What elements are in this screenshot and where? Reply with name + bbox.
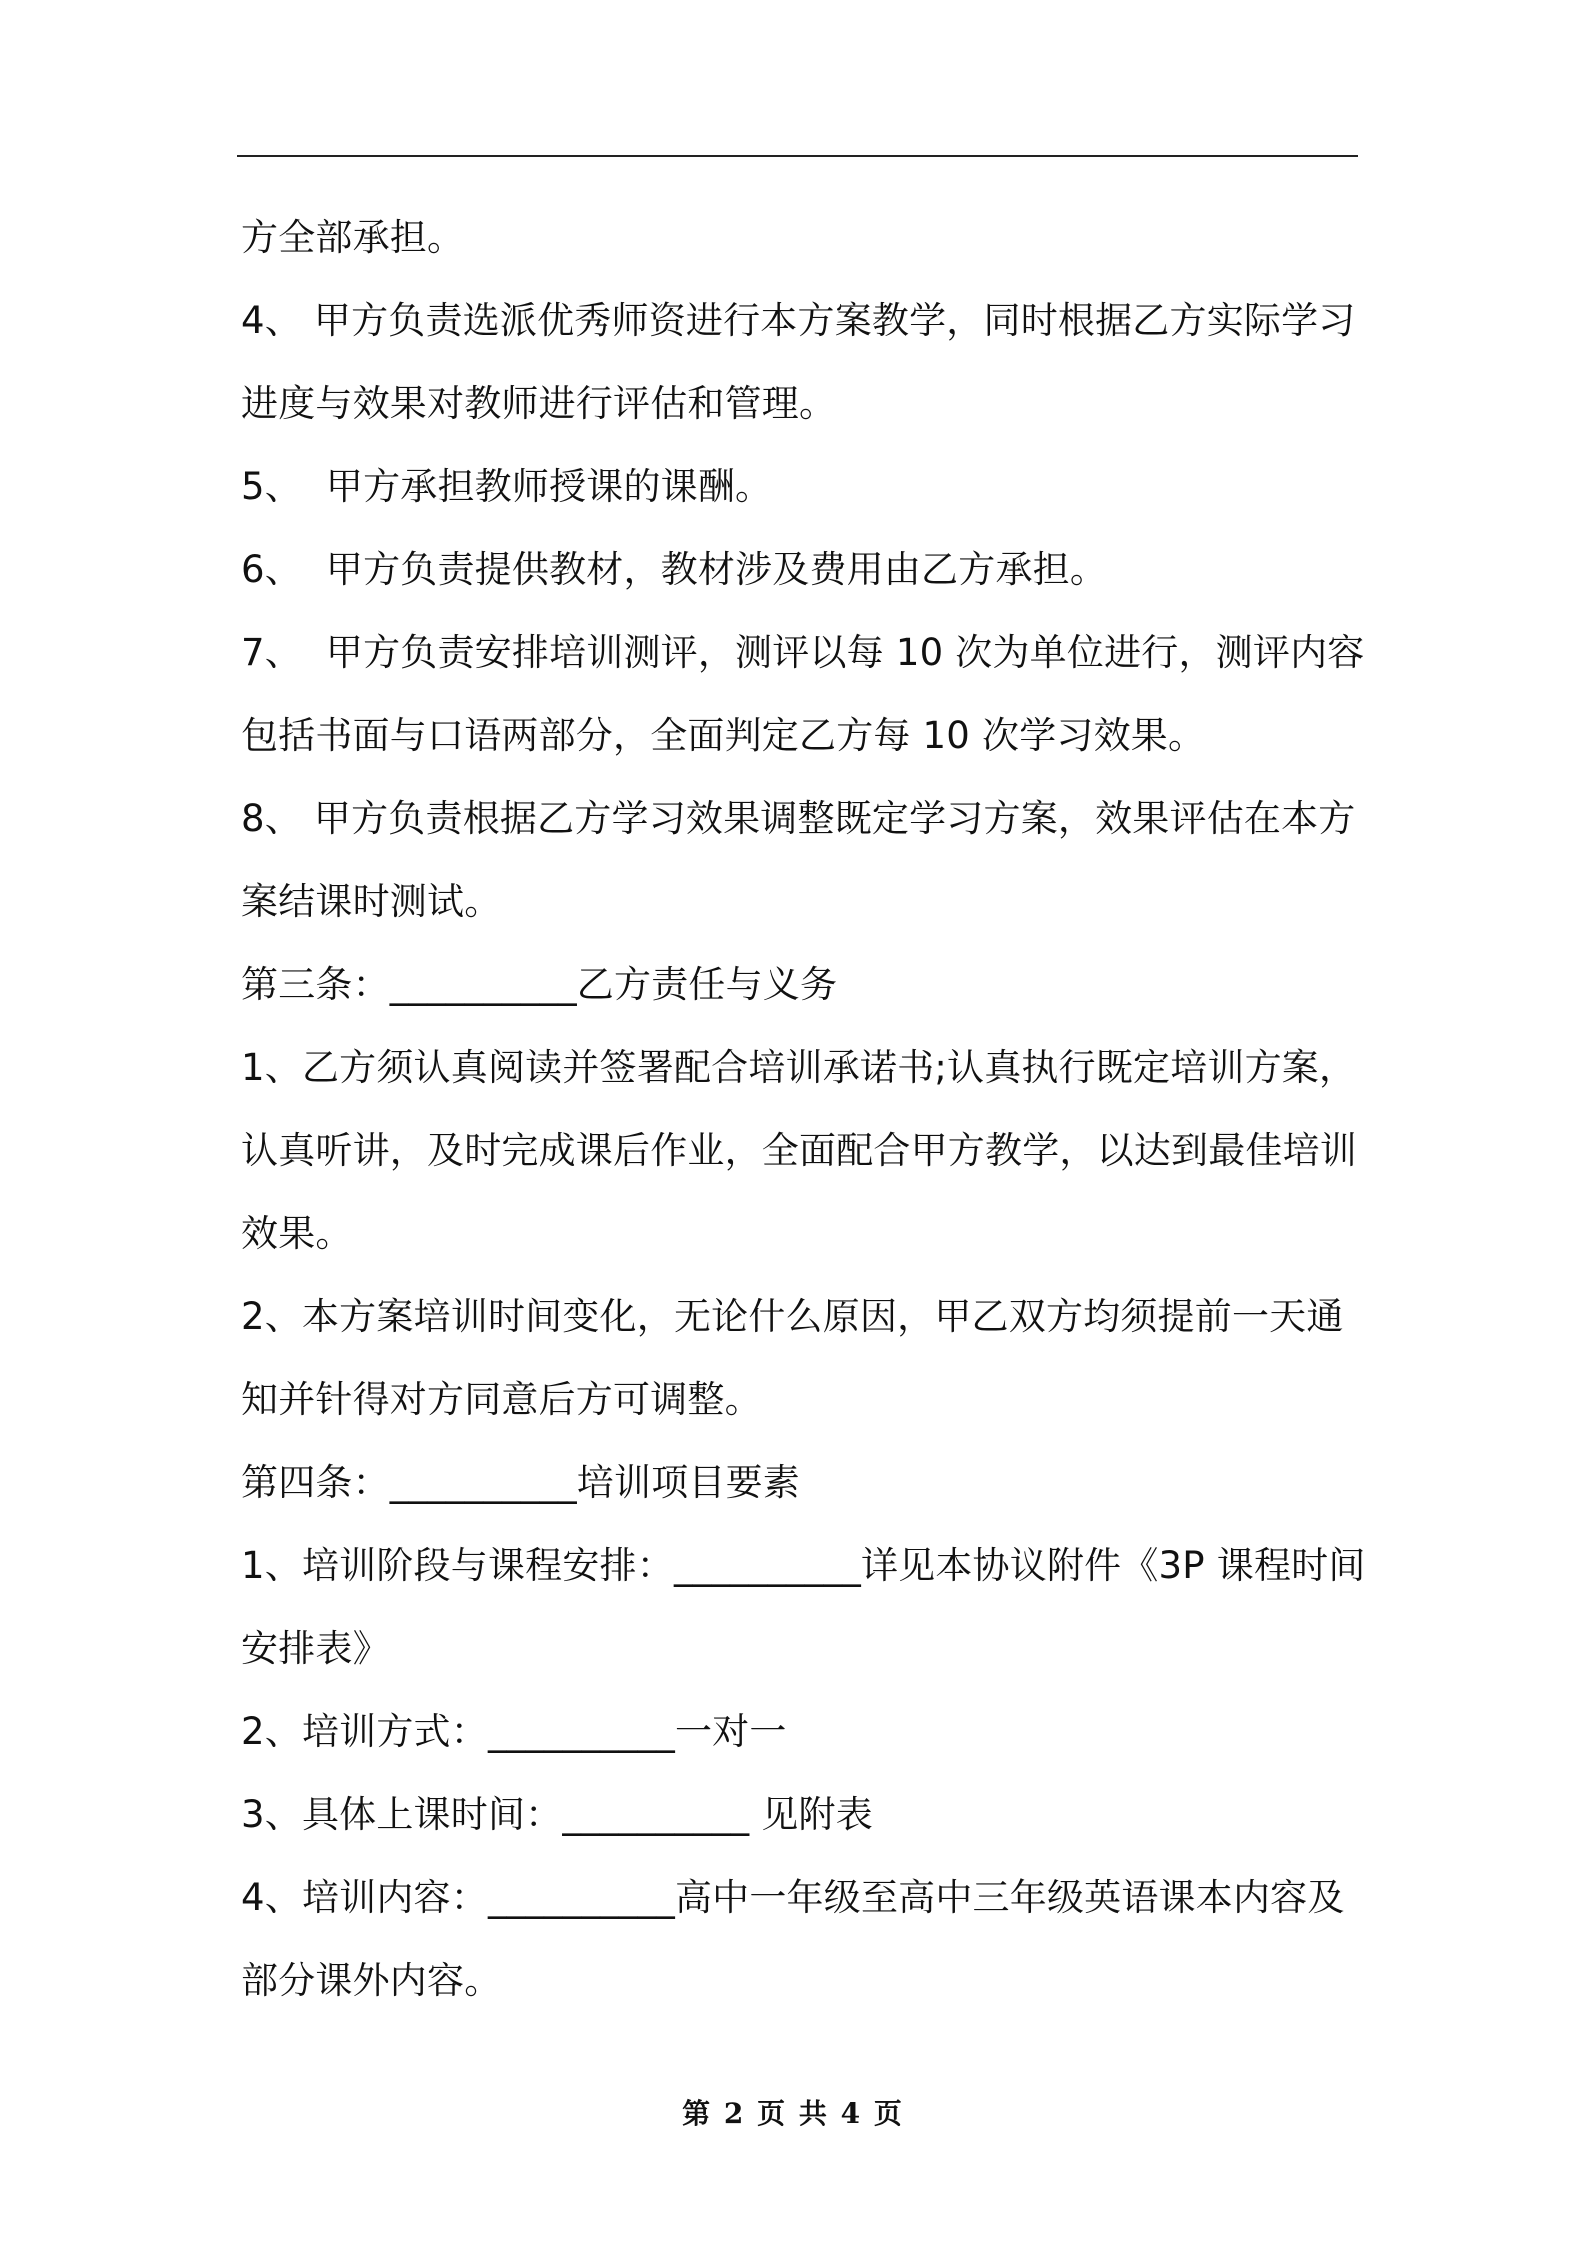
text-line: 4、 甲方负责选派优秀师资进行本方案教学，同时根据乙方实际学习 bbox=[241, 299, 1356, 342]
text-line: 效果。 bbox=[241, 1212, 353, 1255]
section-heading-4: 第四条：__________培训项目要素 bbox=[241, 1461, 800, 1504]
text-line: 4、培训内容：__________高中一年级至高中三年级英语课本内容及 bbox=[241, 1876, 1345, 1919]
header-rule bbox=[237, 155, 1358, 157]
text-line: 2、培训方式：__________一对一 bbox=[241, 1710, 787, 1753]
document-body bbox=[241, 196, 1366, 2022]
text-line: 1、培训阶段与课程安排：__________详见本协议附件《3P 课程时间 bbox=[241, 1544, 1366, 1587]
text-line: 进度与效果对教师进行评估和管理。 bbox=[241, 382, 837, 425]
text-line: 8、 甲方负责根据乙方学习效果调整既定学习方案，效果评估在本方 bbox=[241, 797, 1356, 840]
section-heading-3: 第三条：__________乙方责任与义务 bbox=[241, 963, 838, 1006]
text-line: 方全部承担。 bbox=[241, 216, 465, 259]
text-line: 认真听讲，及时完成课后作业，全面配合甲方教学，以达到最佳培训 bbox=[241, 1129, 1357, 1172]
text-line: 6、 甲方负责提供教材，教材涉及费用由乙方承担。 bbox=[241, 548, 1108, 591]
text-line: 1、乙方须认真阅读并签署配合培训承诺书;认真执行既定培训方案， bbox=[241, 1046, 1357, 1089]
text-line: 5、 甲方承担教师授课的课酬。 bbox=[241, 465, 773, 508]
text-line: 3、具体上课时间：__________ 见附表 bbox=[241, 1793, 873, 1836]
text-line: 部分课外内容。 bbox=[241, 1959, 502, 2002]
text-line: 包括书面与口语两部分，全面判定乙方每 10 次学习效果。 bbox=[241, 714, 1206, 757]
text-line: 2、本方案培训时间变化，无论什么原因，甲乙双方均须提前一天通 bbox=[241, 1295, 1344, 1338]
page-number-footer: 第 2 页 共 4 页 bbox=[682, 2097, 904, 2130]
text-line: 安排表》 bbox=[241, 1627, 390, 1670]
text-line: 7、 甲方负责安排培训测评，测评以每 10 次为单位进行，测评内容 bbox=[241, 631, 1365, 674]
text-line: 知并针得对方同意后方可调整。 bbox=[241, 1378, 762, 1421]
text-line: 案结课时测试。 bbox=[241, 880, 502, 923]
